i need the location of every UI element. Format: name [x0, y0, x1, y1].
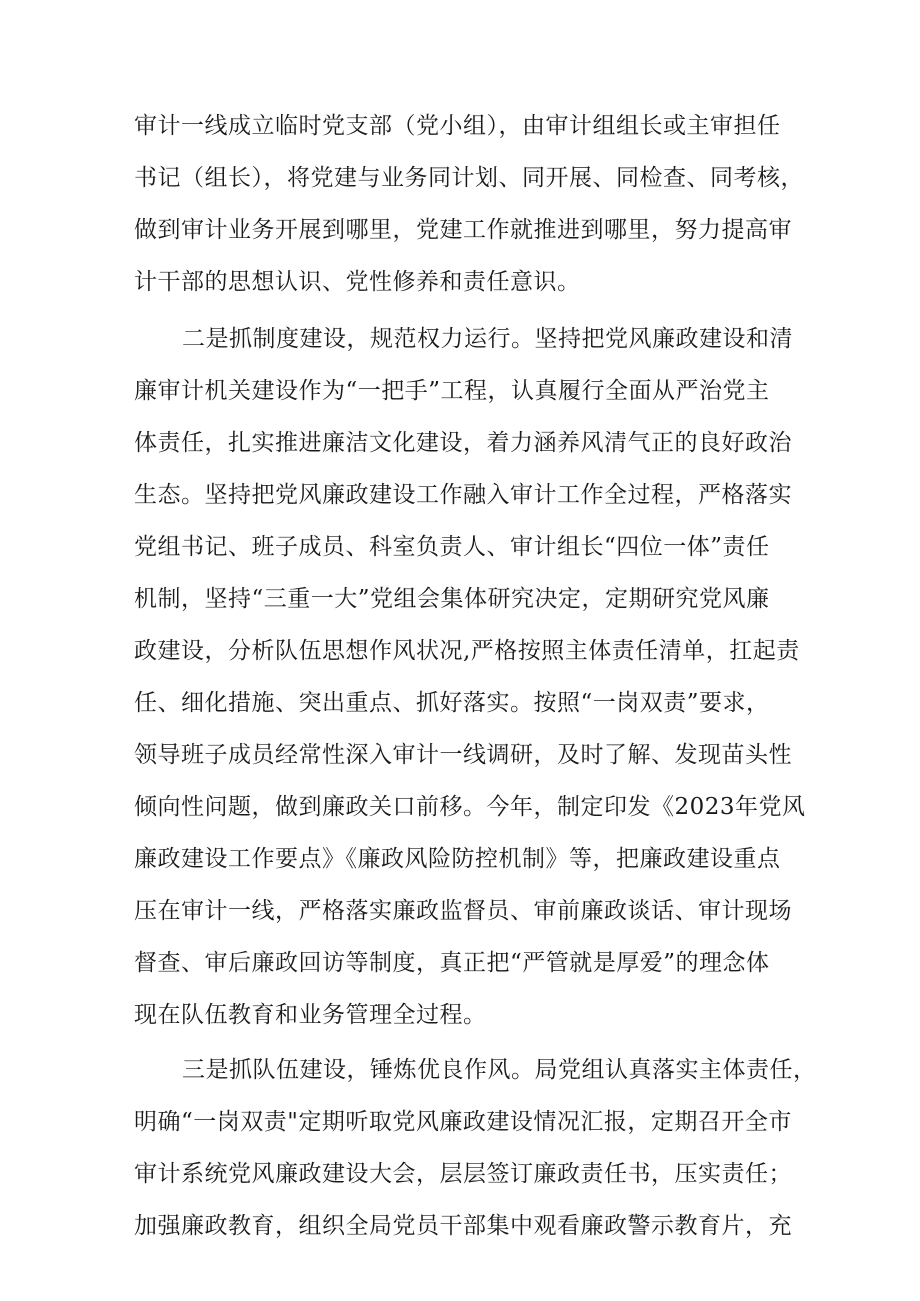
- text-line-8: 生态。坚持把党风廉政建设工作融入审计工作全过程，严格落实: [134, 482, 792, 508]
- text-line-13: 领导班子成员经常性深入审计一线调研，及时了解、发现苗头性: [134, 742, 792, 768]
- text-line-6: 廉审计机关建设作为“一把手”工程，认真履行全面从严治党主: [134, 378, 770, 404]
- text-line-11: 政建设，分析队伍思想作风状况,严格按照主体责任清单，扛起责: [134, 638, 800, 664]
- text-line-15: 廉政建设工作要点》《廉政风险防控机制》等，把廉政建设重点: [134, 846, 781, 872]
- text-line-3: 做到审计业务开展到哪里，党建工作就推进到哪里，努力提高审: [134, 217, 792, 243]
- text-line-4: 计干部的思想认识、党性修养和责任意识。: [134, 269, 581, 295]
- text-line-17: 督查、审后廉政回访等制度，真正把“严管就是厚爱”的理念体: [134, 950, 770, 976]
- paragraph-3-first-line: 三是抓队伍建设，锤炼优良作风。局党组认真落实主体责任，: [182, 1057, 817, 1083]
- paragraph-2-first-line: 二是抓制度建设，规范权力运行。坚持把党风廉政建设和清: [182, 326, 793, 352]
- text-line-7: 体责任，扎实推进廉洁文化建设，着力涵养风清气正的良好政治: [134, 430, 792, 456]
- text-line-10: 机制，坚持“三重一大”党组会集体研究决定，定期研究党风廉: [134, 586, 770, 612]
- text-line-18: 现在队伍教育和业务管理全过程。: [134, 1002, 487, 1028]
- text-line-9: 党组书记、班子成员、科室负责人、审计组长“四位一体”责任: [134, 534, 770, 560]
- text-line-2: 书记（组长），将党建与业务同计划、同开展、同检查、同考核，: [134, 165, 804, 191]
- text-line-12: 任、细化措施、突出重点、抓好落实。按照“一岗双责”要求，: [134, 690, 770, 716]
- text-line-14: 倾向性问题，做到廉政关口前移。今年，制定印发《2023年党风: [134, 794, 806, 820]
- text-line-22: 加强廉政教育，组织全局党员干部集中观看廉政警示教育片，充: [134, 1213, 792, 1239]
- text-line-20: 明确“一岗双责"定期听取党风廉政建设情况汇报，定期召开全市: [134, 1109, 792, 1135]
- text-line-16: 压在审计一线，严格落实廉政监督员、审前廉政谈话、审计现场: [134, 898, 792, 924]
- text-line-21: 审计系统党风廉政建设大会，层层签订廉政责任书，压实责任；: [134, 1161, 792, 1187]
- text-line-1: 审计一线成立临时党支部（党小组），由审计组组长或主审担任: [134, 113, 781, 139]
